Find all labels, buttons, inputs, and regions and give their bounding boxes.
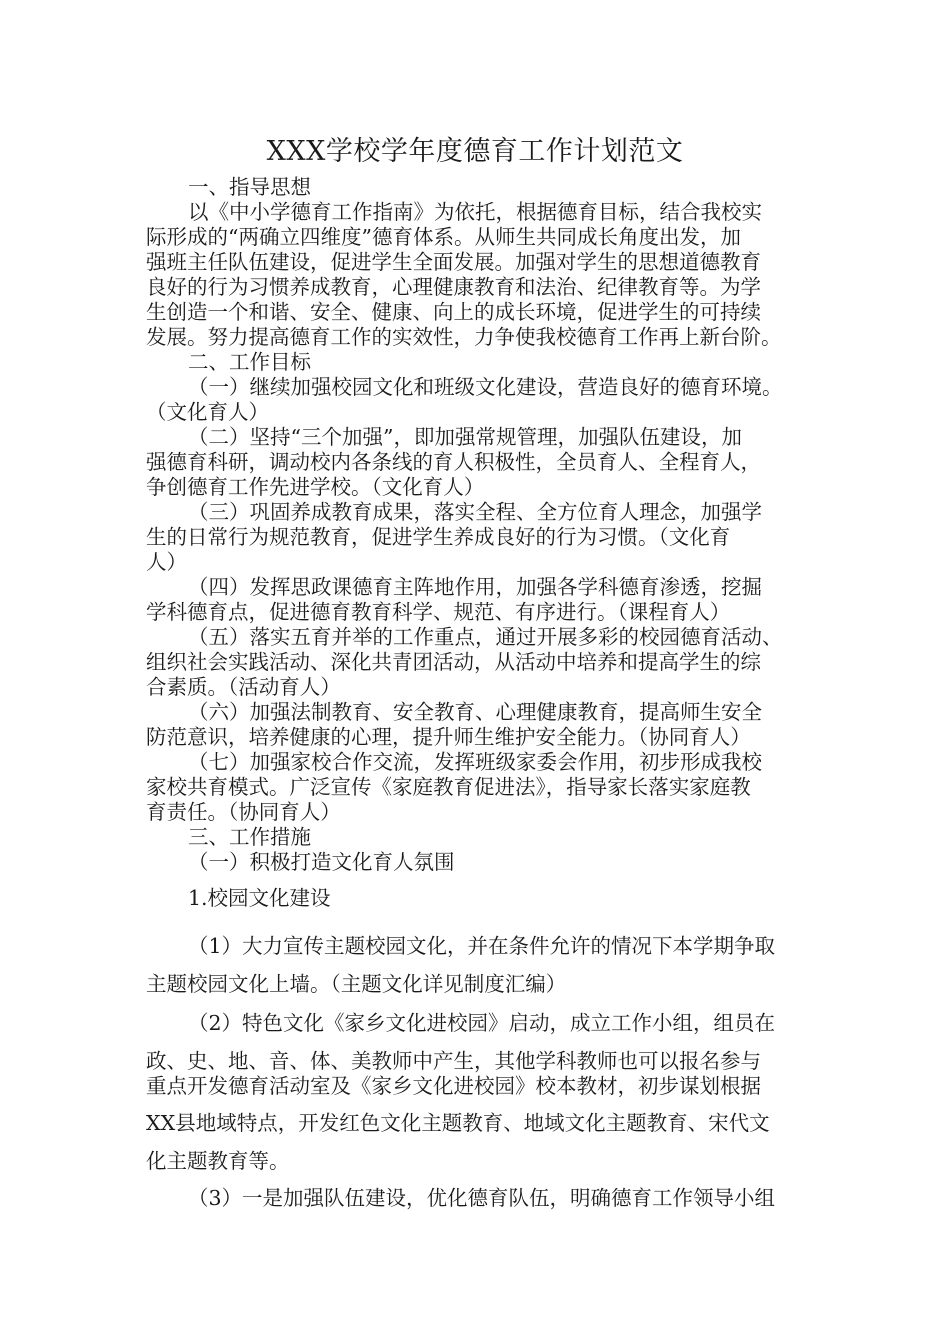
paragraph-line: （五）落实五育并举的工作重点，通过开展多彩的校园德育活动、 xyxy=(188,625,783,649)
paragraph-line: 防范意识，培养健康的心理，提升师生维护安全能力。（协同育人） xyxy=(146,725,751,749)
paragraph-line: 组织社会实践活动、深化共青团活动，从活动中培养和提高学生的综 xyxy=(146,650,761,674)
section-heading: 一、指导思想 xyxy=(188,175,311,199)
paragraph-line: 家校共育模式。广泛宣传《家庭教育促进法》，指导家长落实家庭教 xyxy=(146,775,751,799)
section-heading: 二、工作目标 xyxy=(188,350,311,374)
paragraph-line: （二）坚持“三个加强”，即加强常规管理，加强队伍建设，加 xyxy=(188,425,742,449)
paragraph-line: 生创造一个和谐、安全、健康、向上的成长环境，促进学生的可持续 xyxy=(146,300,761,324)
paragraph-line: 强班主任队伍建设，促进学生全面发展。加强对学生的思想道德教育 xyxy=(146,250,761,274)
paragraph-line: 育责任。（协同育人） xyxy=(146,800,341,824)
subsection-heading: （一）积极打造文化育人氛围 xyxy=(188,850,455,874)
section-heading: 三、工作措施 xyxy=(188,825,311,849)
paragraph-line: 良好的行为习惯养成教育，心理健康教育和法治、纪律教育等。为学 xyxy=(146,275,761,299)
paragraph-line: 际形成的“两确立四维度”德育体系。从师生共同成长角度出发，加 xyxy=(146,225,741,249)
paragraph-line: （三）巩固养成教育成果，落实全程、全方位育人理念，加强学 xyxy=(188,500,762,524)
paragraph-line: 发展。努力提高德育工作的实效性，力争使我校德育工作再上新台阶。 xyxy=(146,325,782,349)
document-title: XXX学校学年度德育工作计划范文 xyxy=(266,136,684,167)
paragraph-line: （六）加强法制教育、安全教育、心理健康教育，提高师生安全 xyxy=(188,700,762,724)
paragraph-line: 学科德育点，促进德育教育科学、规范、有序进行。（课程育人） xyxy=(146,600,731,624)
paragraph-line: （1）大力宣传主题校园文化，并在条件允许的情况下本学期争取 xyxy=(188,934,776,958)
paragraph-line: 政、史、地、音、体、美教师中产生，其他学科教师也可以报名参与 xyxy=(146,1049,761,1073)
paragraph-line: 重点开发德育活动室及《家乡文化进校园》校本教材，初步谋划根据 xyxy=(146,1074,761,1098)
paragraph-line: 强德育科研，调动校内各条线的育人积极性，全员育人、全程育人， xyxy=(146,450,761,474)
paragraph-line: 人） xyxy=(146,550,187,574)
paragraph-line: 争创德育工作先进学校。（文化育人） xyxy=(146,475,485,499)
paragraph-line: 生的日常行为规范教育，促进学生养成良好的行为习惯。（文化育 xyxy=(146,525,731,549)
paragraph-line: （七）加强家校合作交流，发挥班级家委会作用，初步形成我校 xyxy=(188,750,762,774)
subsection-heading: 1.校园文化建设 xyxy=(188,886,331,910)
paragraph-line: 主题校园文化上墙。（主题文化详见制度汇编） xyxy=(146,972,567,996)
paragraph-line: （一）继续加强校园文化和班级文化建设，营造良好的德育环境。 xyxy=(188,375,783,399)
paragraph-line: XX县地域特点，开发红色文化主题教育、地域文化主题教育、宋代文 xyxy=(146,1111,770,1135)
paragraph-line: （四）发挥思政课德育主阵地作用，加强各学科德育渗透，挖掘 xyxy=(188,575,762,599)
paragraph-line: 合素质。（活动育人） xyxy=(146,675,341,699)
paragraph-line: 以《中小学德育工作指南》为依托，根据德育目标，结合我校实 xyxy=(188,200,762,224)
paragraph-line: （3）一是加强队伍建设，优化德育队伍，明确德育工作领导小组 xyxy=(188,1186,776,1210)
paragraph-line: 化主题教育等。 xyxy=(146,1149,290,1173)
paragraph-line: （2）特色文化《家乡文化进校园》启动，成立工作小组，组员在 xyxy=(188,1011,776,1035)
paragraph-line: （文化育人） xyxy=(146,400,269,424)
